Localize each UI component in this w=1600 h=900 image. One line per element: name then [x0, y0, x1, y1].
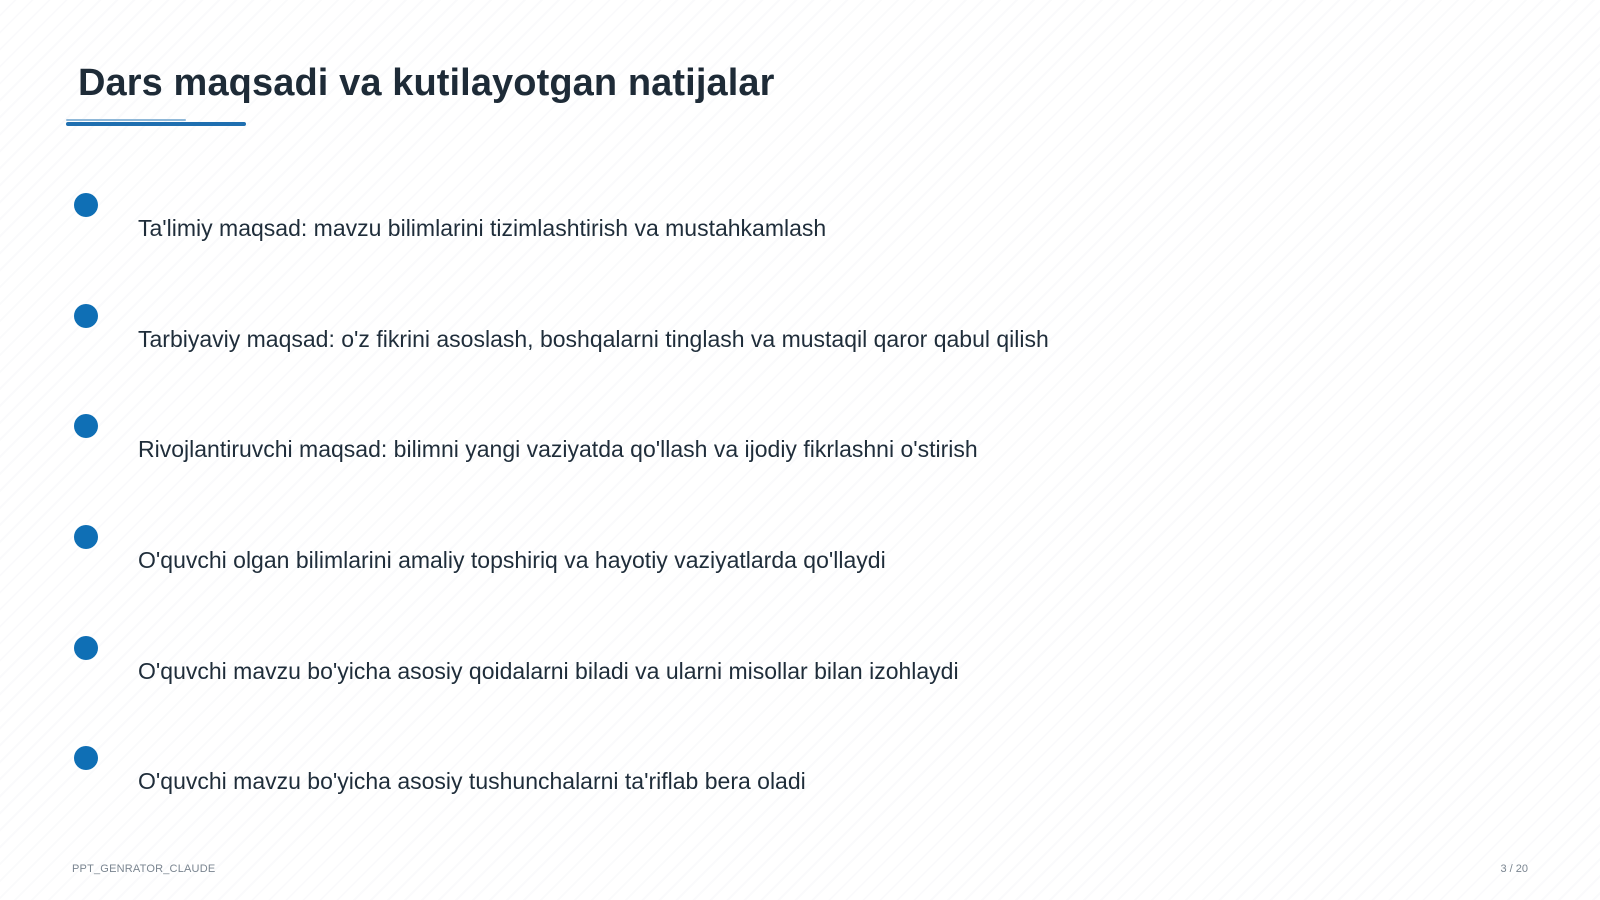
bullet-dot-icon — [74, 636, 98, 660]
title-underline — [66, 122, 246, 126]
bullet-item — [0, 193, 1400, 253]
bullet-item — [0, 525, 1400, 585]
bullet-item — [0, 304, 1400, 364]
bullet-dot-icon — [74, 746, 98, 770]
bullet-text: Ta'limiy maqsad: mavzu bilimlarini tizimlashtirish va mustahkamlash — [138, 215, 827, 241]
bullet-text: O'quvchi mavzu bo'yicha asosiy qoidalarni biladi va ularni misollar bilan izohlaydi — [138, 658, 959, 684]
bullet-dot-icon — [74, 414, 98, 438]
bullet-dot-icon — [74, 193, 98, 217]
bullet-item — [0, 414, 1400, 474]
footer-label: PPT_GENRATOR_CLAUDE — [72, 863, 216, 875]
bullet-item — [0, 746, 1400, 806]
bullet-dot-icon — [74, 525, 98, 549]
bullet-item — [0, 636, 1400, 696]
bullet-text: O'quvchi mavzu bo'yicha asosiy tushunchalarni ta'riflab bera oladi — [138, 768, 806, 794]
bullet-text: Rivojlantiruvchi maqsad: bilimni yangi vaziyatda qo'llash va ijodiy fikrlashni o'stirish — [138, 436, 978, 462]
bullet-dot-icon — [74, 304, 98, 328]
bullet-text: Tarbiyaviy maqsad: o'z fikrini asoslash, boshqalarni tinglash va mustaqil qaror qabul qilish — [138, 326, 1049, 352]
page-indicator: 3 / 20 — [1500, 863, 1528, 875]
bullet-text: O'quvchi olgan bilimlarini amaliy topshiriq va hayotiy vaziyatlarda qo'llaydi — [138, 547, 886, 573]
slide-title: Dars maqsadi va kutilayotgan natijalar — [78, 62, 775, 104]
